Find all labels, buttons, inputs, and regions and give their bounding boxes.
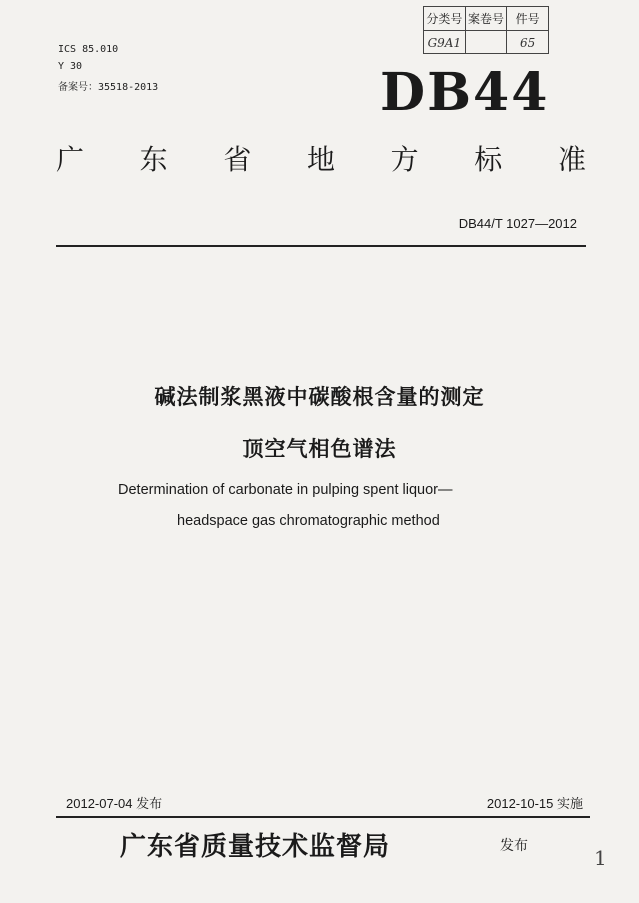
title-zh-line2: 顶空气相色谱法: [242, 437, 397, 461]
category-char: 标: [474, 143, 503, 176]
stamp-header-classification: 分类号: [426, 12, 463, 26]
stamp-header-row: [424, 7, 548, 30]
stamp-header-item-number: 件号: [506, 7, 548, 30]
top-divider: [56, 245, 586, 247]
issuer-name: 广东省质量技术监督局: [120, 832, 391, 862]
category-char: 东: [139, 143, 168, 176]
db44-logo: DB44: [380, 62, 550, 123]
title-en-line1: Determination of carbonate in pulping spent liquor—: [118, 482, 453, 498]
publish-date: 2012-07-04 发布: [66, 796, 163, 811]
record-number: 备案号：35518-2013: [58, 82, 159, 93]
ics-code: ICS 85.010: [58, 44, 119, 55]
implement-date: 2012-10-15 实施: [486, 796, 583, 811]
standard-category: [56, 138, 586, 178]
stamp-value-classification: G9A1: [427, 35, 462, 50]
page-number: 1: [594, 846, 607, 870]
ccs-code: Y 30: [58, 61, 83, 72]
stamp-value-item-number: 65: [506, 31, 548, 54]
category-char: 广: [56, 143, 85, 176]
stamp-value-file-number: [465, 31, 507, 54]
title-zh-line1: 碱法制浆黑液中碳酸根含量的测定: [154, 385, 485, 409]
category-char: 方: [390, 143, 419, 176]
category-char: 准: [557, 143, 586, 176]
archive-stamp-table: [423, 6, 549, 54]
stamp-header-file-number: 案卷号: [465, 7, 507, 30]
issue-label: 发布: [500, 838, 528, 854]
category-char: 地: [306, 143, 335, 176]
standard-number: DB44/T 1027—2012: [458, 216, 577, 231]
bottom-divider: [56, 816, 590, 818]
title-en-line2: headspace gas chromatographic method: [177, 513, 440, 529]
stamp-value-row: [424, 30, 548, 54]
category-char: 省: [223, 143, 252, 176]
